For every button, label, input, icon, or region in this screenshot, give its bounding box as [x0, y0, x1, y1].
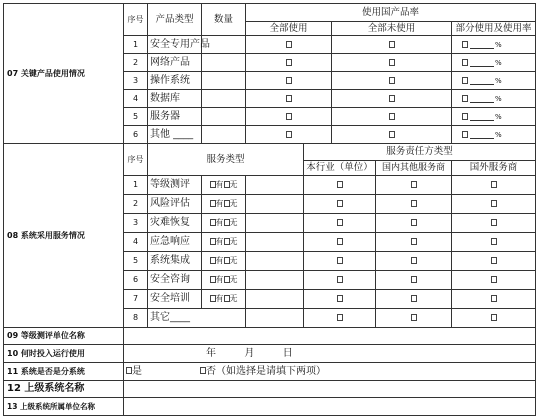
checkbox-icon[interactable] — [286, 95, 292, 102]
product-type: 服务器 — [148, 108, 202, 126]
industry-header: 本行业（单位） — [304, 161, 376, 176]
service-type: 等级测评 — [148, 176, 202, 195]
checkbox-icon[interactable] — [389, 95, 395, 102]
none-label: 无 — [229, 199, 238, 208]
percent-sign: % — [495, 130, 502, 139]
row-number: 4 — [124, 233, 148, 252]
service-type: 其它____ — [148, 309, 246, 328]
spacer — [246, 309, 304, 328]
row-number: 2 — [124, 195, 148, 214]
product-type: 安全专用产品 — [148, 36, 202, 54]
checkbox-icon[interactable] — [491, 238, 497, 245]
checkbox-icon[interactable] — [462, 95, 468, 102]
checkbox-icon[interactable] — [491, 181, 497, 188]
percent-sign: % — [495, 76, 502, 85]
section-10-title: 10 何时投入运行使用 — [4, 345, 124, 363]
parent-org-field[interactable] — [124, 398, 536, 416]
row-number: 3 — [124, 72, 148, 90]
checkbox-icon[interactable] — [411, 219, 417, 226]
operation-date-field[interactable] — [124, 345, 536, 363]
quantity-cell[interactable] — [202, 90, 246, 108]
rate-blank[interactable] — [470, 77, 494, 85]
checkbox-icon[interactable] — [337, 257, 343, 264]
quantity-cell[interactable] — [202, 54, 246, 72]
checkbox-icon[interactable] — [286, 113, 292, 120]
table-row — [4, 363, 536, 381]
section-08-title: 08 系统采用服务情况 — [4, 144, 124, 328]
section-07-title: 07 关键产品使用情况 — [4, 4, 124, 144]
table-row — [4, 345, 536, 363]
has-label: 有 — [215, 256, 224, 265]
quantity-header: 数量 — [202, 4, 246, 36]
quantity-cell[interactable] — [202, 126, 246, 144]
row-number: 8 — [124, 309, 148, 328]
checkbox-icon[interactable] — [462, 77, 468, 84]
row-number: 7 — [124, 290, 148, 309]
foreign-header: 国外服务商 — [452, 161, 536, 176]
checkbox-icon[interactable] — [286, 77, 292, 84]
none-label: 无 — [229, 275, 238, 284]
service-type: 安全培训 — [148, 290, 202, 309]
quantity-cell[interactable] — [202, 108, 246, 126]
service-type: 应急响应 — [148, 233, 202, 252]
checkbox-icon[interactable] — [389, 59, 395, 66]
row-number: 5 — [124, 108, 148, 126]
checkbox-icon[interactable] — [411, 257, 417, 264]
checkbox-icon[interactable] — [337, 238, 343, 245]
checkbox-icon[interactable] — [337, 295, 343, 302]
row-number: 6 — [124, 271, 148, 290]
checkbox-icon[interactable] — [491, 200, 497, 207]
parent-system-field[interactable] — [124, 381, 536, 398]
table-row — [4, 381, 536, 398]
none-label: 无 — [229, 256, 238, 265]
checkbox-icon[interactable] — [462, 113, 468, 120]
none-label: 无 — [229, 218, 238, 227]
spacer — [246, 195, 304, 214]
product-type: 数据库 — [148, 90, 202, 108]
has-label: 有 — [215, 199, 224, 208]
checkbox-icon[interactable] — [411, 181, 417, 188]
row-number: 1 — [124, 36, 148, 54]
checkbox-icon[interactable] — [491, 257, 497, 264]
service-type: 安全咨询 — [148, 271, 202, 290]
has-label: 有 — [215, 294, 224, 303]
has-label: 有 — [215, 180, 224, 189]
info-form-table — [3, 3, 536, 416]
checkbox-icon[interactable] — [286, 59, 292, 66]
table-row — [4, 398, 536, 416]
partial-usage-header: 部分使用及使用率 — [452, 22, 536, 36]
row-number: 5 — [124, 252, 148, 271]
all-unused-header: 全部未使用 — [332, 22, 452, 36]
none-label: 无 — [229, 294, 238, 303]
section-12-title: 12 上级系统名称 — [4, 381, 124, 398]
checkbox-icon[interactable] — [411, 295, 417, 302]
spacer — [246, 214, 304, 233]
checkbox-icon[interactable] — [337, 200, 343, 207]
spacer — [246, 176, 304, 195]
year-label: 年 — [206, 347, 216, 359]
table-row — [4, 328, 536, 345]
rate-blank[interactable] — [470, 113, 494, 121]
row-number: 3 — [124, 214, 148, 233]
rate-blank[interactable] — [470, 41, 494, 49]
checkbox-icon[interactable] — [462, 59, 468, 66]
service-type-header: 服务类型 — [148, 144, 304, 176]
checkbox-icon[interactable] — [491, 314, 497, 321]
quantity-cell[interactable] — [202, 72, 246, 90]
checkbox-icon[interactable] — [411, 200, 417, 207]
rate-blank[interactable] — [470, 131, 494, 139]
checkbox-icon[interactable] — [411, 276, 417, 283]
domestic-header: 国内其他服务商 — [376, 161, 452, 176]
checkbox-icon[interactable] — [389, 41, 395, 48]
spacer — [246, 290, 304, 309]
section-09-title: 09 等级测评单位名称 — [4, 328, 124, 345]
checkbox-icon[interactable] — [462, 131, 468, 138]
checkbox-icon[interactable] — [411, 238, 417, 245]
rate-blank[interactable] — [470, 95, 494, 103]
subsystem-options — [124, 363, 536, 381]
checkbox-icon[interactable] — [337, 219, 343, 226]
percent-sign: % — [495, 94, 502, 103]
none-label: 无 — [229, 237, 238, 246]
checkbox-icon[interactable] — [337, 181, 343, 188]
has-label: 有 — [215, 275, 224, 284]
checkbox-icon[interactable] — [337, 314, 343, 321]
row-number: 2 — [124, 54, 148, 72]
checkbox-icon[interactable] — [389, 77, 395, 84]
spacer — [246, 252, 304, 271]
service-type: 系统集成 — [148, 252, 202, 271]
percent-sign: % — [495, 58, 502, 67]
checkbox-icon[interactable] — [491, 219, 497, 226]
has-label: 有 — [215, 237, 224, 246]
product-type: 操作系统 — [148, 72, 202, 90]
row-number: 4 — [124, 90, 148, 108]
none-label: 无 — [229, 180, 238, 189]
section-13-title: 13 上级系统所属单位名称 — [4, 398, 124, 416]
checkbox-icon[interactable] — [286, 131, 292, 138]
no-label: 否（如选择是请填下两项） — [206, 365, 326, 377]
spacer — [246, 271, 304, 290]
service-type: 风险评估 — [148, 195, 202, 214]
service-type: 灾难恢复 — [148, 214, 202, 233]
checkbox-icon[interactable] — [411, 314, 417, 321]
percent-sign: % — [495, 112, 502, 121]
usage-rate-header: 使用国产品率 — [246, 4, 536, 22]
checkbox-icon[interactable] — [491, 276, 497, 283]
yes-label: 是 — [132, 365, 142, 377]
seq-header: 序号 — [124, 144, 148, 176]
checkbox-icon[interactable] — [389, 131, 395, 138]
percent-sign: % — [495, 40, 502, 49]
rate-blank[interactable] — [470, 59, 494, 67]
product-type: 网络产品 — [148, 54, 202, 72]
all-used-header: 全部使用 — [246, 22, 332, 36]
row-number: 6 — [124, 126, 148, 144]
assessment-org-field[interactable] — [124, 328, 536, 345]
seq-header: 序号 — [124, 4, 148, 36]
section-11-title: 11 系统是否是分系统 — [4, 363, 124, 381]
checkbox-icon[interactable] — [389, 113, 395, 120]
checkbox-icon[interactable] — [286, 41, 292, 48]
product-type-header: 产品类型 — [148, 4, 202, 36]
row-number: 1 — [124, 176, 148, 195]
checkbox-icon[interactable] — [462, 41, 468, 48]
provider-type-header: 服务责任方类型 — [304, 144, 536, 161]
spacer — [246, 233, 304, 252]
month-label: 月 — [244, 347, 255, 359]
checkbox-icon[interactable] — [337, 276, 343, 283]
day-label: 日 — [282, 347, 293, 359]
has-label: 有 — [215, 218, 224, 227]
checkbox-icon[interactable] — [491, 295, 497, 302]
product-type: 其他 ____ — [148, 126, 202, 144]
